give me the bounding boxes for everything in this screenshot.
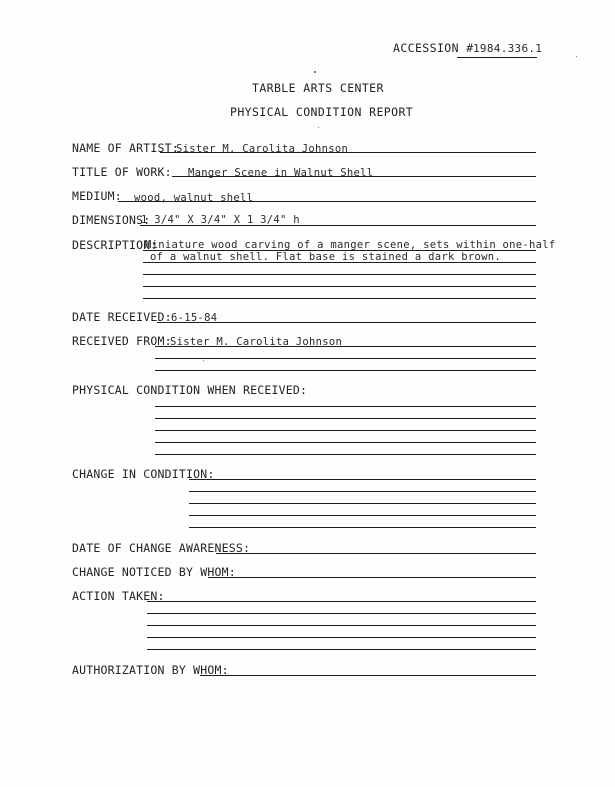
physical-condition-label: PHYSICAL CONDITION WHEN RECEIVED: [72, 383, 308, 397]
action-taken-label: ACTION TAKEN: [72, 589, 165, 603]
artist-value: Sister M. Carolita Johnson [176, 143, 349, 155]
medium-label: MEDIUM: [72, 189, 122, 203]
received-from-line-2 [155, 358, 536, 359]
description-underline-5 [143, 298, 536, 299]
action-taken-line-2 [147, 613, 536, 614]
change-in-condition-line-3 [189, 503, 536, 504]
description-underline-2 [143, 262, 536, 263]
artist-line [160, 152, 536, 153]
date-of-change-line [216, 553, 536, 554]
action-taken-line-5 [147, 649, 536, 650]
scan-speck [203, 360, 204, 361]
action-taken-line-1 [147, 601, 536, 602]
scan-speck [576, 56, 577, 57]
dimensions-value: 1 3/4" X 3/4" X 1 3/4" h [141, 214, 300, 226]
description-label: DESCRIPTION: [72, 238, 158, 252]
accession-number: 1984.336.1 [473, 42, 543, 55]
description-line-2: of a walnut shell. Flat base is stained a dark brown. [150, 251, 501, 263]
authorization-label: AUTHORIZATION BY WHOM: [72, 663, 229, 677]
description-line-1: Miniature wood carving of a manger scene, sets within one-half [145, 239, 556, 251]
date-received-line [157, 322, 536, 323]
physical-condition-line-3 [155, 430, 536, 431]
date-received-value: 6-15-84 [171, 312, 218, 324]
title-line [172, 176, 536, 177]
physical-condition-line-2 [155, 418, 536, 419]
dimensions-line [140, 225, 536, 226]
change-in-condition-line-2 [189, 491, 536, 492]
report-title: PHYSICAL CONDITION REPORT [230, 105, 414, 119]
date-received-label: DATE RECEIVED: [72, 310, 172, 324]
change-in-condition-line-1 [189, 479, 536, 480]
scan-speck [318, 127, 319, 128]
accession-label: ACCESSION # [393, 41, 474, 55]
change-in-condition-line-4 [189, 515, 536, 516]
received-from-line-3 [155, 370, 536, 371]
change-in-condition-line-5 [189, 527, 536, 528]
received-from-label: RECEIVED FROM: [72, 334, 172, 348]
medium-line [118, 201, 536, 202]
title-label: TITLE OF WORK: [72, 165, 172, 179]
received-from-value: Sister M. Carolita Johnson [170, 336, 343, 348]
description-underline-3 [143, 274, 536, 275]
authorization-line [200, 675, 536, 676]
change-in-condition-label: CHANGE IN CONDITION: [72, 467, 215, 481]
description-underline-4 [143, 286, 536, 287]
change-noticed-by-label: CHANGE NOTICED BY WHOM: [72, 565, 236, 579]
change-noticed-by-line [208, 577, 536, 578]
dimensions-label: DIMENSIONS: [72, 213, 151, 227]
date-of-change-label: DATE OF CHANGE AWARENESS: [72, 541, 251, 555]
physical-condition-line-4 [155, 442, 536, 443]
organization-name: TARBLE ARTS CENTER [252, 81, 384, 95]
title-value: Manger Scene in Walnut Shell [188, 167, 374, 179]
physical-condition-line-5 [155, 454, 536, 455]
action-taken-line-3 [147, 625, 536, 626]
physical-condition-line-1 [155, 406, 536, 407]
received-from-line-1 [155, 346, 536, 347]
accession-underline [457, 57, 537, 58]
scan-speck [314, 71, 316, 73]
artist-label: NAME OF ARTIST: [72, 141, 179, 155]
action-taken-line-4 [147, 637, 536, 638]
medium-value: wood, walnut shell [134, 192, 254, 204]
